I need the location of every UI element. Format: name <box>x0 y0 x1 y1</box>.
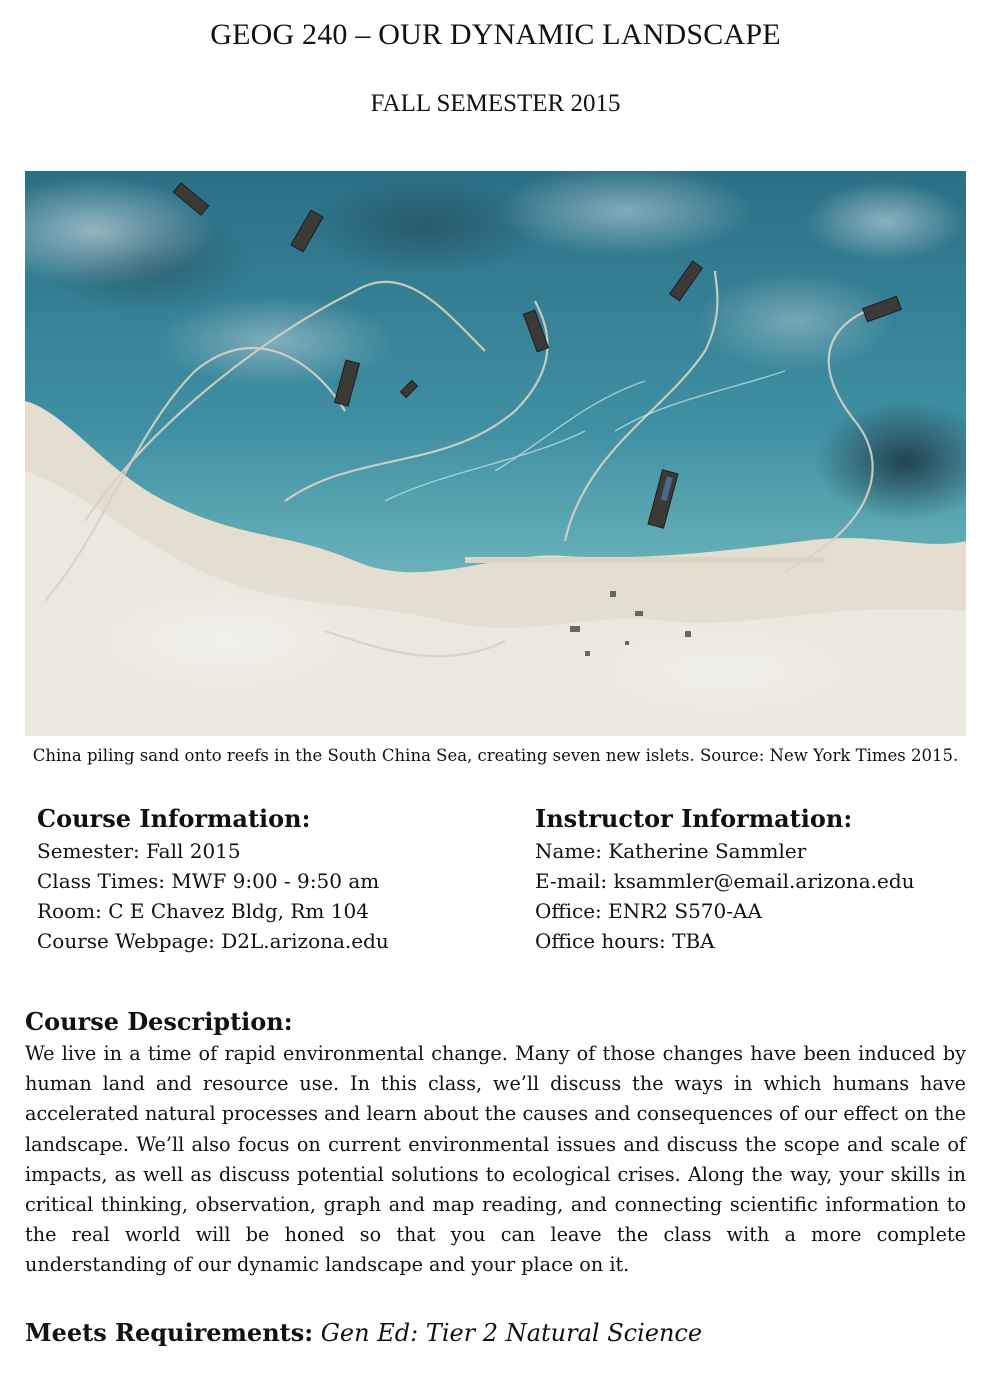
course-class-times: Class Times: MWF 9:00 - 9:50 am <box>37 869 380 893</box>
course-description-heading: Course Description: <box>25 1007 293 1036</box>
instructor-office-hours: Office hours: TBA <box>535 929 715 953</box>
course-webpage: Course Webpage: D2L.arizona.edu <box>37 929 389 953</box>
course-info-heading: Course Information: <box>37 804 311 833</box>
instructor-name: Name: Katherine Sammler <box>535 839 807 863</box>
instructor-info-section <box>535 802 975 956</box>
document-subtitle: FALL SEMESTER 2015 <box>370 90 621 117</box>
document-title: GEOG 240 – OUR DYNAMIC LANDSCAPE <box>210 18 781 51</box>
course-info-section <box>37 802 507 956</box>
instructor-office: Office: ENR2 S570-AA <box>535 899 762 923</box>
instructor-info-heading: Instructor Information: <box>535 804 853 833</box>
course-description-body: We live in a time of rapid environmental change. Many of those changes have been induced by human land and resource use. In this class, we’ll discuss the ways in which humans have accelerated natural processes and learn about the causes and consequences of our effect on the landscape. We’ll also focus on current environmental issues and discuss the scope and scale of impacts, as well as discuss potential solutions to ecological crises. Along the way, your skills in critical thinking, observation, graph and map reading, and connecting scientific information to the real world will be honed so that you can leave the class with a more complete understanding of our dynamic landscape and your place on it. <box>25 1042 966 1277</box>
course-description-section <box>25 1005 966 1281</box>
figure-caption: China piling sand onto reefs in the South China Sea, creating seven new islets. Source: New York Times 2015. <box>32 746 959 765</box>
course-semester: Semester: Fall 2015 <box>37 839 241 863</box>
requirements-line <box>25 1318 966 1347</box>
instructor-email: E-mail: ksammler@email.arizona.edu <box>535 869 915 893</box>
requirements-value: Gen Ed: Tier 2 Natural Science <box>320 1319 703 1347</box>
requirements-label: Meets Requirements: <box>25 1318 314 1347</box>
course-room: Room: C E Chavez Bldg, Rm 104 <box>37 899 369 923</box>
satellite-photo <box>25 171 966 736</box>
